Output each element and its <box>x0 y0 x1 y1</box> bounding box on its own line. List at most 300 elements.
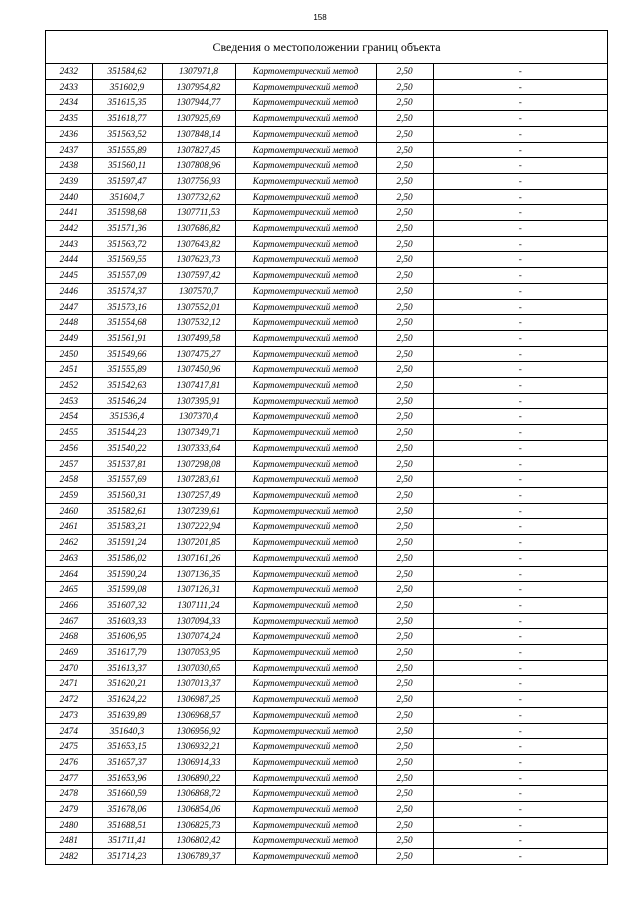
x-coordinate-cell: 351618,77 <box>92 111 162 127</box>
method-cell: Картометрический метод <box>235 676 376 692</box>
x-coordinate-cell: 351536,4 <box>92 409 162 425</box>
boundary-sheet <box>45 30 608 865</box>
point-number-cell: 2446 <box>46 283 92 299</box>
method-cell: Картометрический метод <box>235 79 376 95</box>
y-coordinate-cell: 1306825,73 <box>162 817 235 833</box>
point-number-cell: 2480 <box>46 817 92 833</box>
method-cell: Картометрический метод <box>235 487 376 503</box>
method-cell: Картометрический метод <box>235 346 376 362</box>
accuracy-cell: 2,50 <box>376 645 433 661</box>
x-coordinate-cell: 351678,06 <box>92 802 162 818</box>
note-cell: - <box>433 487 607 503</box>
accuracy-cell: 2,50 <box>376 833 433 849</box>
table-row <box>46 739 607 755</box>
point-number-cell: 2472 <box>46 692 92 708</box>
table-row <box>46 472 607 488</box>
point-number-cell: 2476 <box>46 754 92 770</box>
table-row <box>46 817 607 833</box>
method-cell: Картометрический метод <box>235 802 376 818</box>
x-coordinate-cell: 351714,23 <box>92 849 162 864</box>
point-number-cell: 2470 <box>46 660 92 676</box>
method-cell: Картометрический метод <box>235 173 376 189</box>
method-cell: Картометрический метод <box>235 299 376 315</box>
y-coordinate-cell: 1307074,24 <box>162 629 235 645</box>
table-row <box>46 221 607 237</box>
x-coordinate-cell: 351604,7 <box>92 189 162 205</box>
point-number-cell: 2443 <box>46 236 92 252</box>
x-coordinate-cell: 351660,59 <box>92 786 162 802</box>
point-number-cell: 2473 <box>46 707 92 723</box>
accuracy-cell: 2,50 <box>376 519 433 535</box>
point-number-cell: 2461 <box>46 519 92 535</box>
y-coordinate-cell: 1306956,92 <box>162 723 235 739</box>
table-row <box>46 126 607 142</box>
accuracy-cell: 2,50 <box>376 550 433 566</box>
method-cell: Картометрический метод <box>235 817 376 833</box>
method-cell: Картометрический метод <box>235 849 376 864</box>
table-row <box>46 299 607 315</box>
note-cell: - <box>433 158 607 174</box>
point-number-cell: 2453 <box>46 393 92 409</box>
x-coordinate-cell: 351590,24 <box>92 566 162 582</box>
method-cell: Картометрический метод <box>235 126 376 142</box>
note-cell: - <box>433 236 607 252</box>
accuracy-cell: 2,50 <box>376 456 433 472</box>
x-coordinate-cell: 351573,16 <box>92 299 162 315</box>
method-cell: Картометрический метод <box>235 111 376 127</box>
point-number-cell: 2450 <box>46 346 92 362</box>
x-coordinate-cell: 351563,72 <box>92 236 162 252</box>
y-coordinate-cell: 1307570,7 <box>162 283 235 299</box>
accuracy-cell: 2,50 <box>376 566 433 582</box>
x-coordinate-cell: 351602,9 <box>92 79 162 95</box>
note-cell: - <box>433 111 607 127</box>
y-coordinate-cell: 1307532,12 <box>162 315 235 331</box>
x-coordinate-cell: 351544,23 <box>92 425 162 441</box>
method-cell: Картометрический метод <box>235 550 376 566</box>
table-row <box>46 158 607 174</box>
table-row <box>46 566 607 582</box>
x-coordinate-cell: 351554,68 <box>92 315 162 331</box>
table-row <box>46 802 607 818</box>
y-coordinate-cell: 1307094,33 <box>162 613 235 629</box>
method-cell: Картометрический метод <box>235 221 376 237</box>
accuracy-cell: 2,50 <box>376 315 433 331</box>
method-cell: Картометрический метод <box>235 472 376 488</box>
point-number-cell: 2454 <box>46 409 92 425</box>
accuracy-cell: 2,50 <box>376 79 433 95</box>
x-coordinate-cell: 351617,79 <box>92 645 162 661</box>
note-cell: - <box>433 629 607 645</box>
method-cell: Картометрический метод <box>235 393 376 409</box>
y-coordinate-cell: 1307126,31 <box>162 582 235 598</box>
note-cell: - <box>433 597 607 613</box>
table-row <box>46 597 607 613</box>
note-cell: - <box>433 95 607 111</box>
point-number-cell: 2455 <box>46 425 92 441</box>
x-coordinate-cell: 351597,47 <box>92 173 162 189</box>
accuracy-cell: 2,50 <box>376 739 433 755</box>
accuracy-cell: 2,50 <box>376 629 433 645</box>
y-coordinate-cell: 1307222,94 <box>162 519 235 535</box>
x-coordinate-cell: 351560,11 <box>92 158 162 174</box>
accuracy-cell: 2,50 <box>376 346 433 362</box>
point-number-cell: 2469 <box>46 645 92 661</box>
method-cell: Картометрический метод <box>235 315 376 331</box>
x-coordinate-cell: 351640,3 <box>92 723 162 739</box>
note-cell: - <box>433 550 607 566</box>
table-row <box>46 283 607 299</box>
x-coordinate-cell: 351711,41 <box>92 833 162 849</box>
point-number-cell: 2471 <box>46 676 92 692</box>
point-number-cell: 2457 <box>46 456 92 472</box>
accuracy-cell: 2,50 <box>376 535 433 551</box>
accuracy-cell: 2,50 <box>376 770 433 786</box>
x-coordinate-cell: 351688,51 <box>92 817 162 833</box>
method-cell: Картометрический метод <box>235 707 376 723</box>
note-cell: - <box>433 252 607 268</box>
point-number-cell: 2451 <box>46 362 92 378</box>
method-cell: Картометрический метод <box>235 95 376 111</box>
x-coordinate-cell: 351615,35 <box>92 95 162 111</box>
y-coordinate-cell: 1307623,73 <box>162 252 235 268</box>
point-number-cell: 2456 <box>46 440 92 456</box>
table-row <box>46 95 607 111</box>
point-number-cell: 2438 <box>46 158 92 174</box>
table-row <box>46 456 607 472</box>
accuracy-cell: 2,50 <box>376 64 433 79</box>
method-cell: Картометрический метод <box>235 739 376 755</box>
point-number-cell: 2433 <box>46 79 92 95</box>
method-cell: Картометрический метод <box>235 378 376 394</box>
point-number-cell: 2474 <box>46 723 92 739</box>
point-number-cell: 2434 <box>46 95 92 111</box>
note-cell: - <box>433 645 607 661</box>
y-coordinate-cell: 1307954,82 <box>162 79 235 95</box>
point-number-cell: 2448 <box>46 315 92 331</box>
table-row <box>46 79 607 95</box>
method-cell: Картометрический метод <box>235 786 376 802</box>
x-coordinate-cell: 351555,89 <box>92 362 162 378</box>
point-number-cell: 2482 <box>46 849 92 864</box>
y-coordinate-cell: 1307848,14 <box>162 126 235 142</box>
note-cell: - <box>433 221 607 237</box>
table-row <box>46 142 607 158</box>
y-coordinate-cell: 1307925,69 <box>162 111 235 127</box>
note-cell: - <box>433 268 607 284</box>
point-number-cell: 2479 <box>46 802 92 818</box>
accuracy-cell: 2,50 <box>376 487 433 503</box>
y-coordinate-cell: 1307370,4 <box>162 409 235 425</box>
y-coordinate-cell: 1307971,8 <box>162 64 235 79</box>
table-row <box>46 786 607 802</box>
y-coordinate-cell: 1307475,27 <box>162 346 235 362</box>
table-row <box>46 64 607 79</box>
note-cell: - <box>433 660 607 676</box>
point-number-cell: 2452 <box>46 378 92 394</box>
accuracy-cell: 2,50 <box>376 849 433 864</box>
sheet-title: Сведения о местоположении границ объекта <box>46 31 607 64</box>
x-coordinate-cell: 351540,22 <box>92 440 162 456</box>
table-row <box>46 487 607 503</box>
note-cell: - <box>433 299 607 315</box>
x-coordinate-cell: 351653,15 <box>92 739 162 755</box>
table-row <box>46 173 607 189</box>
point-number-cell: 2468 <box>46 629 92 645</box>
point-number-cell: 2439 <box>46 173 92 189</box>
method-cell: Картометрический метод <box>235 252 376 268</box>
x-coordinate-cell: 351606,95 <box>92 629 162 645</box>
accuracy-cell: 2,50 <box>376 597 433 613</box>
note-cell: - <box>433 378 607 394</box>
y-coordinate-cell: 1307711,53 <box>162 205 235 221</box>
note-cell: - <box>433 676 607 692</box>
y-coordinate-cell: 1306890,22 <box>162 770 235 786</box>
table-row <box>46 550 607 566</box>
x-coordinate-cell: 351620,21 <box>92 676 162 692</box>
point-number-cell: 2464 <box>46 566 92 582</box>
point-number-cell: 2441 <box>46 205 92 221</box>
note-cell: - <box>433 802 607 818</box>
y-coordinate-cell: 1307349,71 <box>162 425 235 441</box>
y-coordinate-cell: 1307111,24 <box>162 597 235 613</box>
accuracy-cell: 2,50 <box>376 236 433 252</box>
point-number-cell: 2465 <box>46 582 92 598</box>
method-cell: Картометрический метод <box>235 629 376 645</box>
point-number-cell: 2481 <box>46 833 92 849</box>
table-row <box>46 252 607 268</box>
x-coordinate-cell: 351537,81 <box>92 456 162 472</box>
y-coordinate-cell: 1307686,82 <box>162 221 235 237</box>
x-coordinate-cell: 351542,63 <box>92 378 162 394</box>
accuracy-cell: 2,50 <box>376 299 433 315</box>
point-number-cell: 2466 <box>46 597 92 613</box>
table-row <box>46 849 607 864</box>
y-coordinate-cell: 1307013,37 <box>162 676 235 692</box>
x-coordinate-cell: 351624,22 <box>92 692 162 708</box>
method-cell: Картометрический метод <box>235 330 376 346</box>
table-row <box>46 393 607 409</box>
y-coordinate-cell: 1307827,45 <box>162 142 235 158</box>
y-coordinate-cell: 1307732,62 <box>162 189 235 205</box>
point-number-cell: 2436 <box>46 126 92 142</box>
note-cell: - <box>433 393 607 409</box>
x-coordinate-cell: 351613,37 <box>92 660 162 676</box>
accuracy-cell: 2,50 <box>376 283 433 299</box>
accuracy-cell: 2,50 <box>376 817 433 833</box>
table-row <box>46 833 607 849</box>
note-cell: - <box>433 833 607 849</box>
accuracy-cell: 2,50 <box>376 126 433 142</box>
accuracy-cell: 2,50 <box>376 393 433 409</box>
method-cell: Картометрический метод <box>235 613 376 629</box>
accuracy-cell: 2,50 <box>376 472 433 488</box>
method-cell: Картометрический метод <box>235 833 376 849</box>
note-cell: - <box>433 315 607 331</box>
table-row <box>46 425 607 441</box>
method-cell: Картометрический метод <box>235 770 376 786</box>
table-row <box>46 629 607 645</box>
accuracy-cell: 2,50 <box>376 409 433 425</box>
accuracy-cell: 2,50 <box>376 173 433 189</box>
accuracy-cell: 2,50 <box>376 205 433 221</box>
table-row <box>46 707 607 723</box>
table-row <box>46 582 607 598</box>
x-coordinate-cell: 351557,69 <box>92 472 162 488</box>
y-coordinate-cell: 1306789,37 <box>162 849 235 864</box>
note-cell: - <box>433 817 607 833</box>
method-cell: Картометрический метод <box>235 205 376 221</box>
accuracy-cell: 2,50 <box>376 378 433 394</box>
method-cell: Картометрический метод <box>235 692 376 708</box>
note-cell: - <box>433 786 607 802</box>
point-number-cell: 2460 <box>46 503 92 519</box>
accuracy-cell: 2,50 <box>376 221 433 237</box>
note-cell: - <box>433 409 607 425</box>
accuracy-cell: 2,50 <box>376 425 433 441</box>
point-number-cell: 2440 <box>46 189 92 205</box>
x-coordinate-cell: 351563,52 <box>92 126 162 142</box>
table-row <box>46 723 607 739</box>
method-cell: Картометрический метод <box>235 425 376 441</box>
method-cell: Картометрический метод <box>235 142 376 158</box>
x-coordinate-cell: 351555,89 <box>92 142 162 158</box>
table-row <box>46 111 607 127</box>
x-coordinate-cell: 351653,96 <box>92 770 162 786</box>
point-number-cell: 2449 <box>46 330 92 346</box>
method-cell: Картометрический метод <box>235 566 376 582</box>
note-cell: - <box>433 173 607 189</box>
accuracy-cell: 2,50 <box>376 692 433 708</box>
note-cell: - <box>433 362 607 378</box>
note-cell: - <box>433 770 607 786</box>
accuracy-cell: 2,50 <box>376 142 433 158</box>
table-row <box>46 362 607 378</box>
note-cell: - <box>433 535 607 551</box>
method-cell: Картометрический метод <box>235 535 376 551</box>
method-cell: Картометрический метод <box>235 283 376 299</box>
point-number-cell: 2437 <box>46 142 92 158</box>
note-cell: - <box>433 692 607 708</box>
table-row <box>46 409 607 425</box>
x-coordinate-cell: 351583,21 <box>92 519 162 535</box>
point-number-cell: 2477 <box>46 770 92 786</box>
note-cell: - <box>433 754 607 770</box>
table-row <box>46 535 607 551</box>
method-cell: Картометрический метод <box>235 645 376 661</box>
note-cell: - <box>433 79 607 95</box>
method-cell: Картометрический метод <box>235 597 376 613</box>
y-coordinate-cell: 1307257,49 <box>162 487 235 503</box>
method-cell: Картометрический метод <box>235 362 376 378</box>
x-coordinate-cell: 351560,31 <box>92 487 162 503</box>
note-cell: - <box>433 425 607 441</box>
point-number-cell: 2475 <box>46 739 92 755</box>
table-row <box>46 236 607 252</box>
y-coordinate-cell: 1306968,57 <box>162 707 235 723</box>
x-coordinate-cell: 351557,09 <box>92 268 162 284</box>
table-row <box>46 330 607 346</box>
y-coordinate-cell: 1307239,61 <box>162 503 235 519</box>
x-coordinate-cell: 351657,37 <box>92 754 162 770</box>
accuracy-cell: 2,50 <box>376 723 433 739</box>
note-cell: - <box>433 64 607 79</box>
accuracy-cell: 2,50 <box>376 707 433 723</box>
table-row <box>46 770 607 786</box>
note-cell: - <box>433 189 607 205</box>
y-coordinate-cell: 1307417,81 <box>162 378 235 394</box>
table-row <box>46 692 607 708</box>
method-cell: Картометрический метод <box>235 268 376 284</box>
note-cell: - <box>433 519 607 535</box>
coordinates-table-body <box>46 64 607 864</box>
accuracy-cell: 2,50 <box>376 786 433 802</box>
x-coordinate-cell: 351603,33 <box>92 613 162 629</box>
method-cell: Картометрический метод <box>235 236 376 252</box>
y-coordinate-cell: 1307597,42 <box>162 268 235 284</box>
point-number-cell: 2463 <box>46 550 92 566</box>
table-row <box>46 268 607 284</box>
x-coordinate-cell: 351574,37 <box>92 283 162 299</box>
note-cell: - <box>433 613 607 629</box>
accuracy-cell: 2,50 <box>376 111 433 127</box>
method-cell: Картометрический метод <box>235 64 376 79</box>
accuracy-cell: 2,50 <box>376 754 433 770</box>
y-coordinate-cell: 1307333,64 <box>162 440 235 456</box>
accuracy-cell: 2,50 <box>376 158 433 174</box>
y-coordinate-cell: 1307136,35 <box>162 566 235 582</box>
accuracy-cell: 2,50 <box>376 252 433 268</box>
table-row <box>46 346 607 362</box>
x-coordinate-cell: 351546,24 <box>92 393 162 409</box>
method-cell: Картометрический метод <box>235 189 376 205</box>
accuracy-cell: 2,50 <box>376 95 433 111</box>
method-cell: Картометрический метод <box>235 409 376 425</box>
accuracy-cell: 2,50 <box>376 362 433 378</box>
note-cell: - <box>433 440 607 456</box>
accuracy-cell: 2,50 <box>376 330 433 346</box>
method-cell: Картометрический метод <box>235 723 376 739</box>
y-coordinate-cell: 1307201,85 <box>162 535 235 551</box>
method-cell: Картометрический метод <box>235 503 376 519</box>
note-cell: - <box>433 283 607 299</box>
x-coordinate-cell: 351607,32 <box>92 597 162 613</box>
table-row <box>46 613 607 629</box>
table-row <box>46 519 607 535</box>
point-number-cell: 2459 <box>46 487 92 503</box>
y-coordinate-cell: 1306914,33 <box>162 754 235 770</box>
table-row <box>46 440 607 456</box>
y-coordinate-cell: 1307499,58 <box>162 330 235 346</box>
table-row <box>46 205 607 221</box>
method-cell: Картометрический метод <box>235 660 376 676</box>
point-number-cell: 2478 <box>46 786 92 802</box>
point-number-cell: 2432 <box>46 64 92 79</box>
y-coordinate-cell: 1307283,61 <box>162 472 235 488</box>
note-cell: - <box>518 851 522 862</box>
y-coordinate-cell: 1307395,91 <box>162 393 235 409</box>
method-cell: Картометрический метод <box>235 754 376 770</box>
y-coordinate-cell: 1306854,06 <box>162 802 235 818</box>
note-cell: - <box>433 503 607 519</box>
method-cell: Картометрический метод <box>235 582 376 598</box>
y-coordinate-cell: 1307756,93 <box>162 173 235 189</box>
y-coordinate-cell: 1307552,01 <box>162 299 235 315</box>
note-cell: - <box>433 330 607 346</box>
point-number-cell: 2435 <box>46 111 92 127</box>
point-number-cell: 2444 <box>46 252 92 268</box>
note-cell: - <box>433 566 607 582</box>
